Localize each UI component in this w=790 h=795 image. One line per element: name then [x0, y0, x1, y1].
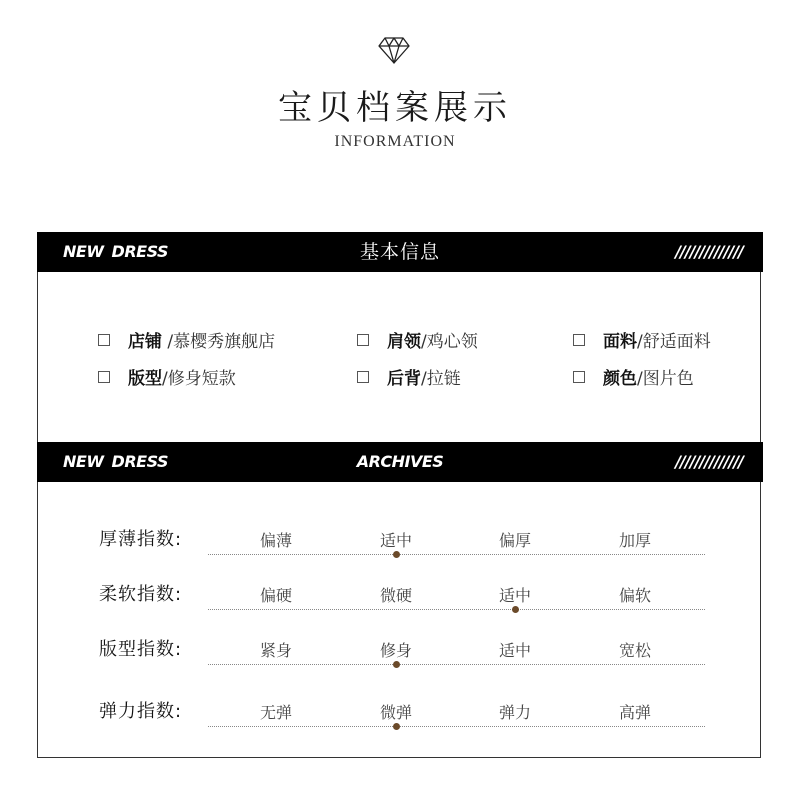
info-item-collar: 肩领/鸡心领 [357, 327, 478, 352]
diamond-icon [377, 35, 411, 65]
checkbox-icon [98, 371, 110, 383]
archive-scale-line [208, 726, 705, 727]
archive-option: 偏厚 [498, 531, 531, 550]
selected-marker-dot [393, 551, 400, 558]
info-item-store: 店铺 /慕樱秀旗舰店 [98, 327, 275, 352]
archive-option: 偏软 [618, 586, 651, 605]
checkbox-icon [357, 334, 369, 346]
archive-option: 弹力 [498, 703, 531, 722]
archive-option: 加厚 [618, 531, 651, 550]
archive-scale-line [208, 554, 705, 555]
checkbox-icon [573, 371, 585, 383]
checkbox-icon [573, 334, 585, 346]
archive-option: 高弹 [618, 703, 651, 722]
basic-info-bar [37, 232, 763, 272]
info-panel [37, 232, 761, 758]
archive-option: 微硬 [379, 586, 412, 605]
archive-scale-line [208, 609, 705, 610]
page-subtitle: INFORMATION [334, 133, 456, 150]
checkbox-icon [98, 334, 110, 346]
bar-section-title: ARCHIVES [356, 452, 444, 471]
archive-option: 无弹 [259, 703, 292, 722]
checkbox-icon [357, 371, 369, 383]
archive-option: 适中 [379, 531, 412, 550]
selected-marker-dot [393, 723, 400, 730]
archive-option: 适中 [498, 586, 531, 605]
archive-option: 紧身 [259, 641, 292, 660]
selected-marker-dot [393, 661, 400, 668]
archive-option: 偏薄 [259, 531, 292, 550]
info-item-back: 后背/拉链 [357, 364, 461, 389]
bar-slash-decoration: ////////////// [675, 242, 743, 261]
archive-option: 修身 [379, 641, 412, 660]
archive-row-label: 柔软指数: [99, 584, 183, 605]
info-item-color: 颜色/图片色 [573, 364, 694, 389]
bar-brand-label: NEW DRESS [63, 242, 169, 261]
archive-row-label: 版型指数: [99, 639, 183, 660]
info-item-fit: 版型/修身短款 [98, 364, 236, 389]
info-item-fabric: 面料/舒适面料 [573, 327, 711, 352]
archive-option: 微弹 [379, 703, 412, 722]
bar-brand-label: NEW DRESS [63, 452, 169, 471]
page-title: 宝贝档案展示 [278, 88, 512, 128]
archive-option: 适中 [498, 641, 531, 660]
archive-row-label: 厚薄指数: [99, 529, 183, 550]
archive-option: 宽松 [618, 641, 651, 660]
bar-section-title: 基本信息 [359, 241, 440, 263]
bar-slash-decoration: ////////////// [675, 452, 743, 471]
archive-row-label: 弹力指数: [99, 701, 183, 722]
archive-scale-line [208, 664, 705, 665]
selected-marker-dot [512, 606, 519, 613]
archive-option: 偏硬 [259, 586, 292, 605]
archives-bar [37, 442, 763, 482]
